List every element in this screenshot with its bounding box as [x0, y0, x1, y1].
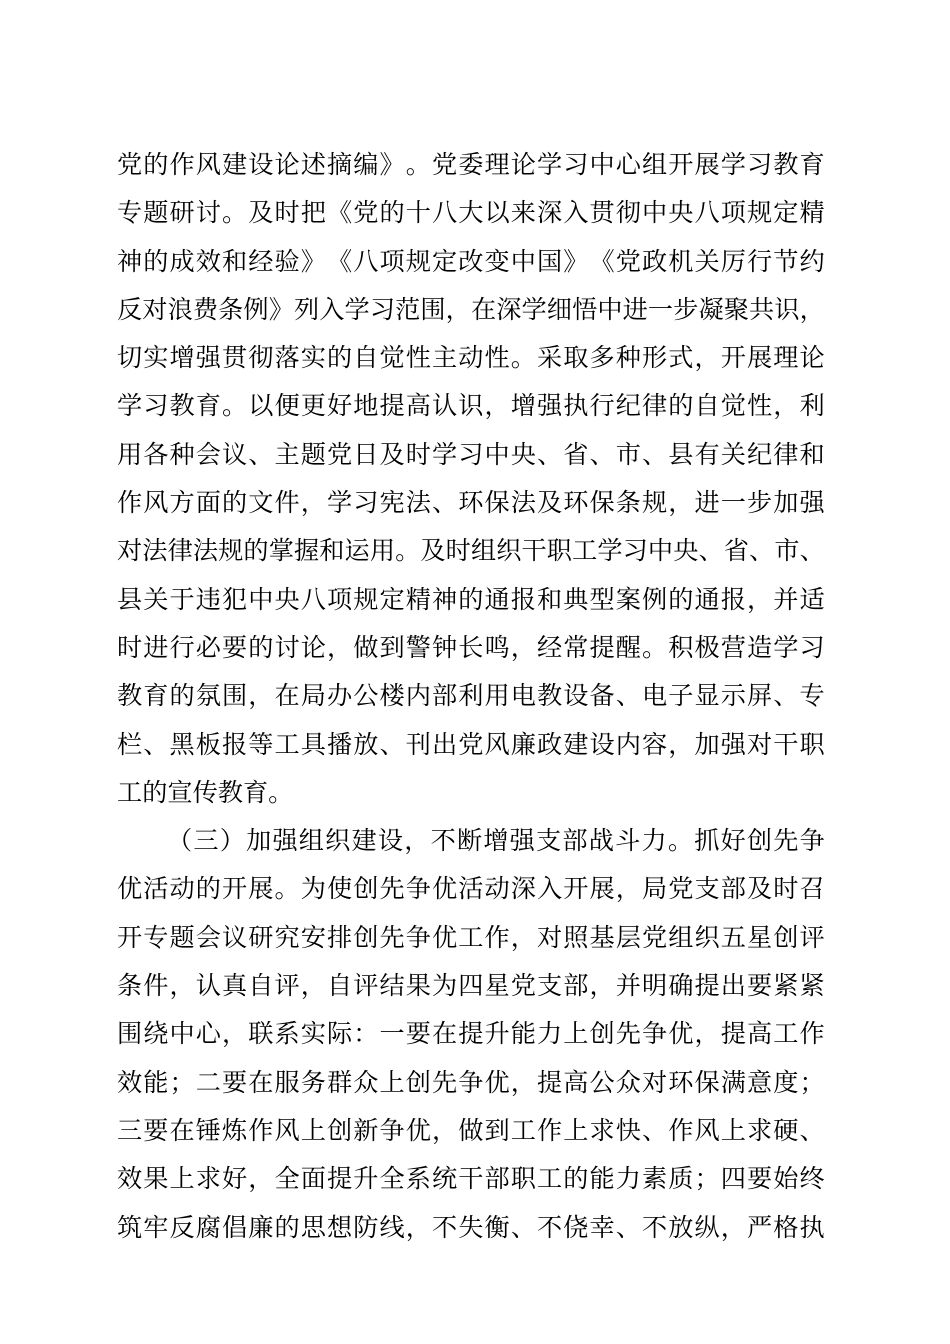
text-line: 切 实 增 强 贯 彻 落 实 的 自 觉 性 主 动 性 。 采 取 多 种 形 式 ， 开 展 理 论 [117, 343, 825, 373]
text-line: 栏 、 黑 板 报 等 工 具 播 放 、 刊 出 党 风 廉 政 建 设 内 容 ， 加 强 对 干 职 [117, 729, 825, 759]
text-line: 围 绕 中 心 ， 联 系 实 际 ： 一 要 在 提 升 能 力 上 创 先 争 优 ， 提 高 工 作 [117, 1019, 825, 1049]
text-line: 神 的 成 效 和 经 验 》 《 八 项 规 定 改 变 中 国 》 《 党 政 机 关 厉 行 节 约 [117, 246, 825, 276]
text-line: 三 要 在 锤 炼 作 风 上 创 新 争 优 ， 做 到 工 作 上 求 快 、 作 风 上 求 硬 、 [117, 1115, 825, 1145]
text-line: 作 风 方 面 的 文 件 ， 学 习 宪 法 、 环 保 法 及 环 保 条 规 ， 进 一 步 加 强 [117, 488, 825, 518]
text-line: 效 果 上 求 好 ， 全 面 提 升 全 系 统 干 部 职 工 的 能 力 素 质 ； 四 要 始 终 [117, 1164, 825, 1194]
text-line: 专 题 研 讨 。 及 时 把 《 党 的 十 八 大 以 来 深 入 贯 彻 中 央 八 项 规 定 精 [117, 198, 825, 228]
text-line: 效 能 ； 二 要 在 服 务 群 众 上 创 先 争 优 ， 提 高 公 众 对 环 保 满 意 度 ； [117, 1067, 825, 1097]
text-line: 时 进 行 必 要 的 讨 论 ， 做 到 警 钟 长 鸣 ， 经 常 提 醒 。 积 极 营 造 学 习 [117, 632, 825, 662]
text-line: 教 育 的 氛 围 ， 在 局 办 公 楼 内 部 利 用 电 教 设 备 、 电 子 显 示 屏 、 专 [117, 681, 825, 711]
text-line: 党 的 作 风 建 设 论 述 摘 编 》 。 党 委 理 论 学 习 中 心 组 开 展 学 习 教 育 [117, 150, 825, 179]
document-page [117, 141, 825, 1252]
text-line: 县 关 于 违 犯 中 央 八 项 规 定 精 神 的 通 报 和 典 型 案 例 的 通 报 ， 并 适 [117, 584, 825, 614]
text-line: 优 活 动 的 开 展 。 为 使 创 先 争 优 活 动 深 入 开 展 ， 局 党 支 部 及 时 召 [117, 874, 825, 904]
text-line: 开 专 题 会 议 研 究 安 排 创 先 争 优 工 作 ， 对 照 基 层 党 组 织 五 星 创 评 [117, 922, 825, 952]
text-line: 条 件 ， 认 真 自 评 ， 自 评 结 果 为 四 星 党 支 部 ， 并 明 确 提 出 要 紧 紧 [117, 971, 825, 1001]
text-line: 学 习 教 育 。 以 便 更 好 地 提 高 认 识 ， 增 强 执 行 纪 律 的 自 觉 性 ， 利 [117, 391, 825, 421]
text-line: 筑 牢 反 腐 倡 廉 的 思 想 防 线 ， 不 失 衡 、 不 侥 幸 、 不 放 纵 ， 严 格 执 [117, 1212, 825, 1242]
text-line: （ 三 ） 加 强 组 织 建 设 ， 不 断 增 强 支 部 战 斗 力 。 抓 好 创 先 争 [167, 826, 825, 856]
text-line: 反 对 浪 费 条 例 》 列 入 学 习 范 围 ， 在 深 学 细 悟 中 进 一 步 凝 聚 共 识 ， [117, 294, 825, 324]
text-line: 用 各 种 会 议 、 主 题 党 日 及 时 学 习 中 央 、 省 、 市 、 县 有 关 纪 律 和 [117, 439, 825, 469]
text-line: 工 的 宣 传 教 育 。 [117, 777, 294, 807]
text-line: 对 法 律 法 规 的 掌 握 和 运 用 。 及 时 组 织 干 职 工 学 习 中 央 、 省 、 市 、 [117, 536, 825, 566]
